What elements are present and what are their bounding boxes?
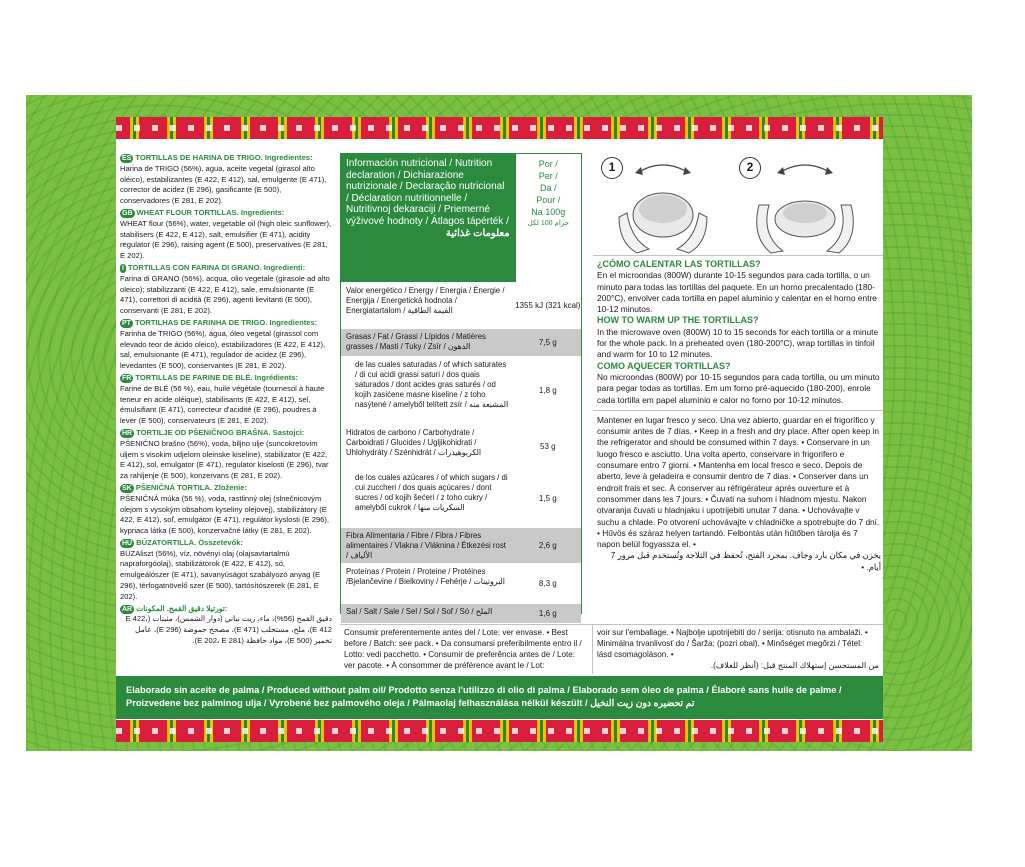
palm-oil-text-arabic: تم تحضيره دون زيت النخيل	[590, 698, 695, 708]
nutrient-value: 2,6 g	[515, 528, 581, 563]
nutrient-value: 1,8 g	[538, 385, 557, 395]
ingredients-text: BÚZAliszt (56%), víz, növényi olaj (olajsavtartalmú napraforgóolaj), stabilizátorok (E 422, E 412), só, emulgeálószer (E 471), savanyúságot szabályozó anyag (E 296), térfogatnövelő szer (E 500), tartósítószerek (E 281, E 202).	[120, 548, 321, 601]
palm-oil-banner	[116, 676, 883, 719]
ingredients-column	[120, 153, 332, 648]
nutrition-row-protein	[341, 563, 581, 603]
nutrient-label: de las cuales saturadas / of which saturates / di cui acidi grassi saturi / dos quais saturados / dont acides gras saturés / od kojih zasićene masne kiseline / z toho nasýtené / amelyből telített zsír / المشبعة منه	[355, 360, 509, 409]
ingredients-title: TORTILLAS DE FARINE DE BLÉ. Ingrédients:	[135, 372, 299, 382]
nutrient-label: Proteínas / Protein / Proteine / Protéines /Bjelančevine / Bielkoviny / Fehérje / البروتينات	[346, 567, 505, 586]
ingredients-title-arabic: تورتيلا دقيق القمح. المكونات:	[136, 603, 228, 613]
nutrition-row-energy	[341, 282, 581, 328]
nutrient-value: 53 g	[540, 442, 556, 451]
ingredients-title: TORTILLAS DE HARINA DE TRIGO. Ingredientes:	[135, 153, 313, 162]
lang-badge: I	[122, 264, 124, 272]
ingredients-text: PŠENIČNÁ múka (56 %), voda, rastlinný olej (slnečnicovým olejom s vysokým obsahom kyseliny olejovej), stabilizátory (E 422, E 412), soľ, emulgátor (E 471), regulátor kyslosti (E 296), kypriaca látka (E 500), konzervačné látky (E 281, E 202).	[120, 493, 330, 536]
nutrient-label: Grasas / Fat / Grassi / Lípidos / Matières grasses / Masti / Tuky / Zsír / الدهون	[341, 329, 515, 356]
lang-badge: GB	[122, 209, 133, 217]
per-label: Pour /	[536, 195, 561, 205]
palm-oil-text: Elaborado sin aceite de palma / Produced without palm oil/ Prodotto senza l'utilizzo di olio di palma / Elaborado sem óleo de palma / Élaboré sans huile de palme / Proizvedene bez palminog ulja / Vyrobené bez palmového oleja / Pálmaolaj felhasználása nélkül készült /	[126, 685, 842, 708]
per-label: Per /	[538, 171, 558, 181]
best-before-right	[593, 625, 883, 674]
ingredients-text: Farine de BLÉ (56 %), eau, huile végétale (tournesol à haute teneur en acide oléique), stabilisants (E 422, E 412), sel, émulsifiant (E 471), correcteur d'acidité (E 296), poudres à lever (E 500), conservateurs (E 281, E 202).	[120, 383, 325, 426]
warming-illustration	[593, 153, 883, 256]
nutrient-value: 1355 kJ (321 kcal)	[515, 300, 581, 310]
nutrient-value: 1,6 g	[515, 604, 581, 623]
heating-heading-pt: COMO AQUECER TORTILLAS?	[597, 360, 731, 371]
nutrition-row-carbohydrate	[341, 424, 581, 469]
step-number-1: 1	[601, 157, 623, 179]
nutrient-label: de los cuales azúcares / of which sugars / di cui zuccheri / dos quais açúcares / dont sucres / od kojih šećeri / z toho cukry / amelyből cukrok / السكريات منها	[355, 473, 508, 512]
ingredients-it	[120, 263, 332, 317]
lang-badge: HR	[122, 429, 133, 437]
label-panel	[116, 139, 883, 720]
heating-instructions	[593, 256, 883, 411]
heating-heading-en: HOW TO WARM UP THE TORTILLAS?	[597, 315, 759, 326]
ingredients-title: TORTILLAS CON FARINA DI GRANO. Ingredienti:	[127, 262, 306, 272]
ingredients-title: PŠENIČNÁ TORTILA. Zloženie:	[135, 482, 247, 492]
nutrition-row-fat	[341, 328, 581, 356]
hands-tortilla-icon	[593, 153, 883, 256]
ingredients-text: Harina de TRIGO (56%), agua, aceite vegetal (girasol alto oléico), estabilizantes (E 422, E 412), sal, emulgente (E 471), corrector de acidez (E 296), gasificante (E 500), conservadores (E 281, E 202).	[120, 163, 327, 206]
ingredients-text: Farina di GRANO (56%), acqua, olio vegetale (girasole ad alto oleico); stabilizzanti (E 422, E 412), sale, emulsionante (E 471), correttori di acidità (E 296), agenti lievitanti (E 500), conservanti (E 281, E 202).	[120, 273, 330, 316]
best-before-arabic: من المستحسن إستهلاك المنتج قبل: (أنظر للغلاف).	[710, 661, 879, 670]
ingredients-text-arabic: دقيق القمح (56%)، ماء، زيت نباتي (دوار الشمس)، مثبتات (E 422، E 412)، ملح، مستحلب (E 471)، مصحح حموضة (E 296)، عامل تخمير (E 500)، مواد حافظة (E 202، E 281).	[125, 614, 332, 646]
ingredients-gb	[120, 208, 332, 262]
ingredients-text: Farinha de TRIGO (56%), água, óleo vegetal (girassol com elevado teor de ácido oleico), estabilizadores (E 422, E 412), sal, emulsionante (E 471), regulador de acidez (E 296), levedantes (E 500), conservantes (E 281, E 202).	[120, 328, 326, 371]
decorative-border-top	[116, 117, 883, 139]
ingredients-hu	[120, 538, 332, 603]
ingredients-ar	[120, 604, 332, 647]
decorative-border-bottom	[116, 720, 883, 742]
nutrient-label: Sal / Salt / Sale / Sel / Sol / Soľ / Só / الملح	[341, 604, 515, 623]
nutrition-title-cell	[341, 154, 515, 282]
best-before-left: Consumir preferentemente antes del / Lote: ver envase. • Best before / Batch: see pack. • Da consumarsi preferibilmente entro il / Lotto: vedi pacchetto. • Consumir de preferência antes de / Lote: ver pacote. • À consommer de préférence avant le / Lot:	[340, 625, 593, 674]
heating-heading-es: ¿CÓMO CALENTAR LAS TORTILLAS?	[597, 259, 761, 269]
best-before-text: voir sur l'emballage. • Najbolje upotrijebiti do / serija: otisnuto na ambalaži. • Minimálna trvanlivosť do / Šarža: (pozri obal). • Minőséget megőrzi / Tétel: lásd csomagoláson. •	[597, 628, 868, 659]
lang-badge: PT	[122, 319, 131, 327]
nutrition-title-arabic: معلومات غذائية	[445, 227, 510, 239]
lang-badge: SK	[122, 484, 132, 492]
per-label: Por /	[538, 159, 558, 169]
lang-badge: ES	[122, 155, 132, 162]
ingredients-text: PŠENIČNO brašno (56%), voda, biljno ulje (suncokretovim uljem s visokim udjelom oleinske kiseline), stabilizator (E 422, E 412), sol, emulgator (E 471), regulator kiselosti (E 296), tvar za rahljenje (E 500), konzervans (E 281, E 202).	[120, 438, 329, 481]
instructions-column	[593, 153, 883, 577]
nutrition-header	[341, 154, 581, 282]
nutrient-label: Valor energético / Energy / Energia / Énergie / Energija / Energetická hodnota / Energiatartalom / القيمة الطاقية	[346, 286, 505, 315]
storage-instructions	[593, 411, 883, 577]
nutrition-table	[340, 153, 582, 618]
nutrient-value: 1,5 g	[538, 493, 557, 503]
ingredients-hr	[120, 428, 332, 482]
ingredients-title: WHEAT FLOUR TORTILLAS. Ingredients:	[136, 207, 285, 217]
lang-badge: HU	[122, 539, 133, 547]
heating-text-pt: No microondas (800W) por 10-15 segundos para cada tortilla, ou um minuto para pegar todas as tortillas. Em um forno pré-aquecido (180-200), enrole cada tortilla em papel alumínio e calor no forno por 10-12 minutos.	[597, 371, 880, 405]
lang-badge: AR	[122, 605, 133, 613]
nutrition-row-saturates	[341, 356, 581, 424]
ingredients-text: WHEAT flour (56%), water, vegetable oil (high oleic sunflower), stabilisers (E 422, E 412), salt, emulsifier (E 471), acidity regulator (E 296), raising agent (E 500), preservatives (E 281, E 202).	[120, 218, 332, 261]
heating-text-es: En el microondas (800W) durante 10-15 segundos para cada tortilla, o un minuto para todas las tortillas del paquete. En un horno precalentado (180-200°C), envolver cada tortilla en papel aluminio y calentar en el horno entre 10-12 minutos.	[597, 270, 877, 315]
ingredients-title: BÚZATORTILLA. Összetevők:	[136, 537, 244, 547]
per-100g-cell	[515, 154, 581, 282]
best-before-section	[340, 624, 883, 674]
step-number-2: 2	[739, 157, 761, 179]
nutrient-value: 8,3 g	[538, 578, 557, 588]
ingredients-title: TORTILJE OD PŠENIČNOG BRAŠNA. Sastojci:	[136, 427, 305, 437]
storage-text: Mantener en lugar fresco y seco. Una vez abierto, guardar en el frigorífico y consumir antes de 7 días. • Keep in a fresh and dry place. After open keep in the refrigerator and should be consumed within 7 days. • Conservare in un luogo fresco e asciutto. Una volta aperto, conservare in frigorifero e consumare entro 7 giorni. • Mantenha em local fresco e seco. Depois de aberto, leve à geladeira e consumir dentro de 7 dias. • Conserver dans un endroit frais et sec. À conserver au réfrigérateur après ouverture et à consommer dans les 7 jours. • Čuvati na suhom i hladnom mjestu. Nakon otvaranja čuvati u hladnjaku i upotrijebiti unutar 7 dana. • Uchovávajte v suchu a chlade. Po otvorení uchovávajte v chladničke a spotrebujte do 7 dní. • Hűvös és száraz helyen tartandó. Felbontás után hűtőben tárolja és 7 napon belül fogyassza el. •	[597, 414, 880, 550]
nutrient-label: Fibra Alimentaria / Fibre / Fibra / Fibres alimentaires / Vlakna / Vláknina / Étkezési rost / الألياف	[341, 528, 515, 563]
ingredients-title: TORTILHAS DE FARINHA DE TRIGO. Ingredientes:	[134, 317, 318, 327]
heating-text-en: In the microwave oven (800W) 10 to 15 seconds for each tortilla or a minute for the whole pack. In a preheated oven (180-200°C), wrap tortillas in tinfoil and warm for 10 to 12 minutes.	[597, 326, 879, 360]
nutrition-row-sugars	[341, 469, 581, 527]
per-label-arabic: جرام 100 لكل	[527, 220, 569, 227]
nutrition-row-fibre	[341, 527, 581, 563]
nutrient-label: Hidratos de carbono / Carbohydrate / Carboidrati / Glucides / Ugljikohidrati / Uhlohydráty / Szénhidrát / الكربوهيدرات	[346, 428, 482, 457]
ingredients-es	[120, 153, 332, 207]
ingredients-sk	[120, 483, 332, 537]
storage-text-arabic: يخزن في مكان بارد وجاف. بمجرد الفتح، تُحفظ في الثلاجة وتُستخدم قبل مرور 7 أيام. •	[610, 550, 881, 572]
ingredients-pt	[120, 318, 332, 372]
lang-badge: FR	[122, 374, 132, 382]
nutrition-row-salt	[341, 603, 581, 623]
nutrition-title: Información nutricional / Nutrition declaration / Dichiarazione nutrizionale / Declaração nutricional / Déclaration nutritionnelle / Nutritivnoj dekaraciji / Priemerné výživové hodnoty / Átlagos tápérték /	[346, 158, 509, 227]
nutrient-value: 7,5 g	[515, 329, 581, 356]
ingredients-fr	[120, 373, 332, 427]
per-label: Na 100g	[531, 207, 566, 217]
per-label: Da /	[540, 183, 557, 193]
